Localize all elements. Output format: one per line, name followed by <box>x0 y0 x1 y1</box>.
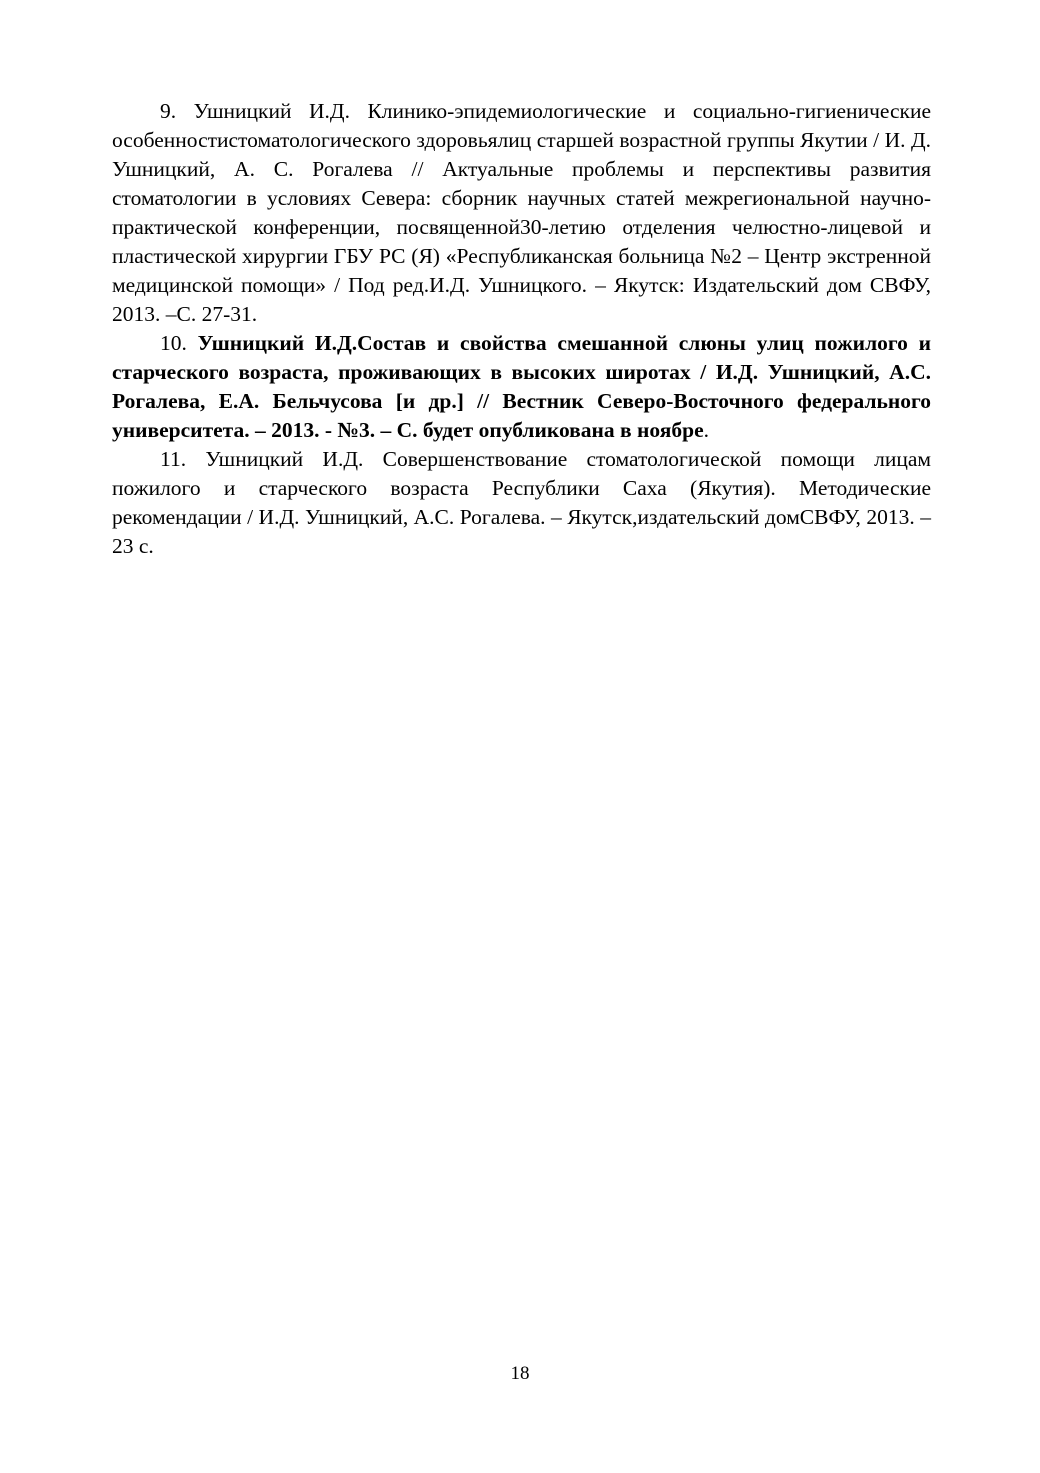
reference-text-bold: Ушницкий И.Д.Состав и свойства смешанной слюны улиц пожилого и старческого возраста, проживающих в высоких широтах / И.Д. Ушницкий, А.С. Рогалева, Е.А. Бельчусова [и др.] // Вестник Северо-Восточного федерального университета. – 2013. - №3. – С. будет опубликована в ноябре <box>112 331 932 442</box>
reference-number: 10. <box>160 331 187 355</box>
reference-item-10 <box>112 329 931 445</box>
page-number: 18 <box>510 1363 530 1384</box>
reference-text: Ушницкий И.Д. Клинико-эпидемиологические и социально-гигиенические особенностистоматологического здоровьялиц старшей возрастной группы Якутии / И. Д. Ушницкий, А. С. Рогалева // Актуальные проблемы и перспективы развития стоматологии в условиях Севера: сборник научных статей межрегиональной научно-практической конференции, посвященной30-летию отделения челюстно-лицевой и пластической хирургии ГБУ РС (Я) «Республиканская больница №2 – Центр экстренной медицинской помощи» / Под ред.И.Д. Ушницкого. – Якутск: Издательский дом СВФУ, 2013. –С. 27-31. <box>112 99 931 326</box>
reference-text: Ушницкий И.Д. Совершенствование стоматологической помощи лицам пожилого и старческого возраста Республики Саха (Якутия). Методические рекомендации / И.Д. Ушницкий, А.С. Рогалева. – Якутск,издательский домСВФУ, 2013. – 23 с. <box>112 447 932 558</box>
reference-item-11 <box>112 445 931 561</box>
reference-list <box>112 97 931 561</box>
reference-number: 11. <box>160 447 187 471</box>
reference-text-tail: . <box>703 418 710 442</box>
reference-item-9 <box>112 97 931 329</box>
reference-number: 9. <box>160 99 177 123</box>
